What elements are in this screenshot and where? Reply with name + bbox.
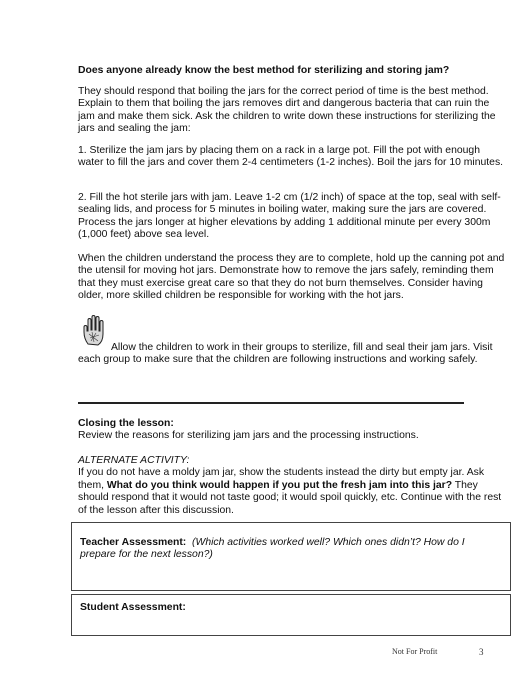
closing-heading: Closing the lesson: xyxy=(78,418,174,429)
alternate-activity-label: ALTERNATE ACTIVITY: xyxy=(78,455,190,466)
teacher-assessment-box[interactable] xyxy=(71,522,511,591)
section-divider xyxy=(78,402,464,404)
step-1-paragraph: 1. Sterilize the jam jars by placing them on a rack in a large pot. Fill the pot with enough water to fill the jars and cover them 2-4 centimeters (1-2 inches). Boil the jars for 10 minutes. xyxy=(78,145,504,169)
student-assessment-box[interactable] xyxy=(71,594,511,636)
closing-section xyxy=(78,418,508,443)
teacher-assessment-label: Teacher Assessment: xyxy=(80,537,187,548)
teacher-assessment-text xyxy=(80,537,502,562)
group-work-text: Allow the children to work in their groups to sterilize, fill and seal their jam jars. Visit each group to make sure that the children are following instructions and working safely. xyxy=(78,342,493,366)
intro-paragraph: They should respond that boiling the jars for the correct period of time is the best method. Explain to them that boiling the jars removes dirt and dangerous bacteria that can ruin the jam and make them sick. Ask the children to write down these instructions for sterilizing the jars and sealing the jam: xyxy=(78,86,496,135)
student-assessment-text xyxy=(80,602,502,614)
step-2-paragraph: 2. Fill the hot sterile jars with jam. Leave 1-2 cm (1/2 inch) of space at the top, seal with self-sealing lids, and process for 5 minutes in boiling water, making sure the jars are covered. Process the jars longer at higher elevations by adding 1 additional minute per every 300m (1,000 feet) above sea level. xyxy=(78,192,501,241)
group-work-paragraph xyxy=(78,342,508,367)
alternate-text-b: They should respond that it would not taste good; it would spoil quickly, etc. Continue with the rest of the lesson after this discussion. xyxy=(78,479,502,516)
safety-paragraph: When the children understand the process they are to complete, hold up the canning pot and the utensil for moving hot jars. Demonstrate how to remove the jars safely, reminding them that they must exercise great care so that they do not burn themselves. Consider having older, more skilled children be responsible for working with the hot jars. xyxy=(78,253,505,302)
teacher-assessment-prompt: (Which activities worked well? Which ones didn’t? How do I prepare for the next lesson?) xyxy=(80,537,465,561)
closing-text: Review the reasons for sterilizing jam jars and the processing instructions. xyxy=(78,430,419,442)
alternate-text-a: If you do not have a moldy jam jar, show the students instead the dirty but empty jar. Ask them, xyxy=(78,467,485,491)
alternate-question: What do you think would happen if you put the fresh jam into this jar? xyxy=(106,479,453,491)
student-assessment-label: Student Assessment: xyxy=(80,602,186,613)
alternate-activity-section xyxy=(78,455,508,517)
discussion-question: Does anyone already know the best method for sterilizing and storing jam? xyxy=(78,65,450,76)
footer-note: Not For Profit xyxy=(392,647,438,656)
page-number: 3 xyxy=(479,647,484,657)
